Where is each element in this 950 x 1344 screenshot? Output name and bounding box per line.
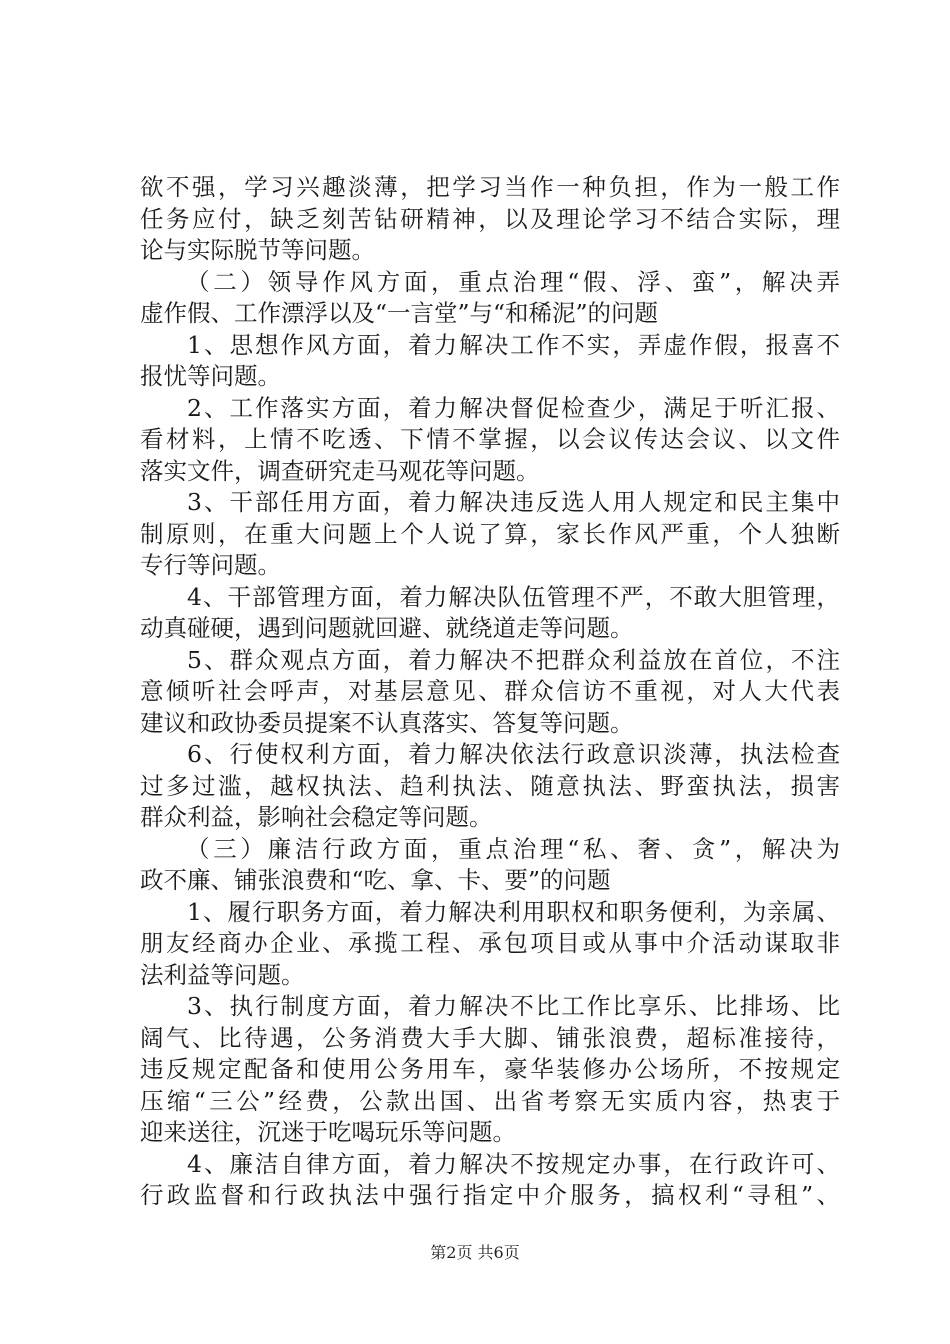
text-line: 任务应付，缺乏刻苦钻研精神，以及理论学习不结合实际，理	[140, 204, 840, 233]
text-line: 专行等问题。	[140, 551, 281, 579]
text-line: 4、干部管理方面，着力解决队伍管理不严，不敢大胆管理，	[187, 582, 840, 611]
text-line: 意倾听社会呼声，对基层意见、群众信访不重视，对人大代表	[140, 677, 840, 705]
text-line: 法利益等问题。	[140, 960, 305, 989]
section-heading-line: 政不廉、铺张浪费和“吃、拿、卡、要”的问题	[140, 866, 611, 894]
text-line: 群众利益，影响社会稳定等问题。	[140, 803, 493, 831]
text-line: 4、廉洁自律方面，着力解决不按规定办事，在行政许可、	[187, 1149, 840, 1178]
text-line: 3、执行制度方面，着力解决不比工作比享乐、比排场、比	[187, 992, 840, 1020]
section-heading-line: （三）廉洁行政方面，重点治理“私、奢、贪”，解决为	[186, 834, 840, 863]
section-heading-line: 虚作假、工作漂浮以及“一言堂”与“和稀泥”的问题	[140, 299, 659, 327]
text-line: 落实文件，调查研究走马观花等问题。	[140, 456, 540, 485]
text-line: 欲不强，学习兴趣淡薄，把学习当作一种负担，作为一般工作	[140, 173, 840, 201]
text-line: 1、思想作风方面，着力解决工作不实，弄虚作假，报喜不	[187, 330, 840, 359]
text-line: 建议和政协委员提案不认真落实、答复等问题。	[140, 708, 634, 737]
text-line: 过多过滥，越权执法、趋利执法、随意执法、野蛮执法，损害	[140, 771, 840, 800]
section-heading-line: （二）领导作风方面，重点治理“假、浮、蛮”，解决弄	[186, 267, 840, 296]
text-line: 看材料，上情不吃透、下情不掌握，以会议传达会议、以文件	[140, 425, 840, 453]
text-line: 迎来送往，沉迷于吃喝玩乐等问题。	[140, 1118, 516, 1146]
page-number-footer: 第2页 共6页	[430, 1243, 520, 1262]
text-line: 朋友经商办企业、承揽工程、承包项目或从事中介活动谋取非	[140, 929, 840, 957]
text-line: 6、行使权利方面，着力解决依法行政意识淡薄，执法检查	[187, 740, 840, 768]
text-line: 违反规定配备和使用公务用车，豪华装修办公场所，不按规定	[140, 1055, 840, 1083]
text-line: 制原则，在重大问题上个人说了算，家长作风严重，个人独断	[140, 519, 840, 548]
text-line: 压缩“三公”经费，公款出国、出省考察无实质内容，热衷于	[140, 1086, 840, 1115]
text-line: 动真碰硬，遇到问题就回避、就绕道走等问题。	[140, 614, 634, 642]
document-body	[140, 172, 840, 1212]
text-line: 1、履行职务方面，着力解决利用职权和职务便利，为亲属、	[187, 897, 840, 926]
text-line: 报忧等问题。	[140, 362, 281, 390]
text-line: 2、工作落实方面，着力解决督促检查少，满足于听汇报、	[187, 393, 840, 422]
text-line: 5、群众观点方面，着力解决不把群众利益放在首位，不注	[187, 645, 840, 674]
text-line: 3、干部任用方面，着力解决违反选人用人规定和民主集中	[187, 488, 840, 516]
text-line: 行政监督和行政执法中强行指定中介服务，搞权利“寻租”、	[140, 1181, 840, 1209]
text-line: 阔气、比待遇，公务消费大手大脚、铺张浪费，超标准接待，	[140, 1023, 840, 1052]
text-line: 论与实际脱节等问题。	[140, 236, 375, 264]
